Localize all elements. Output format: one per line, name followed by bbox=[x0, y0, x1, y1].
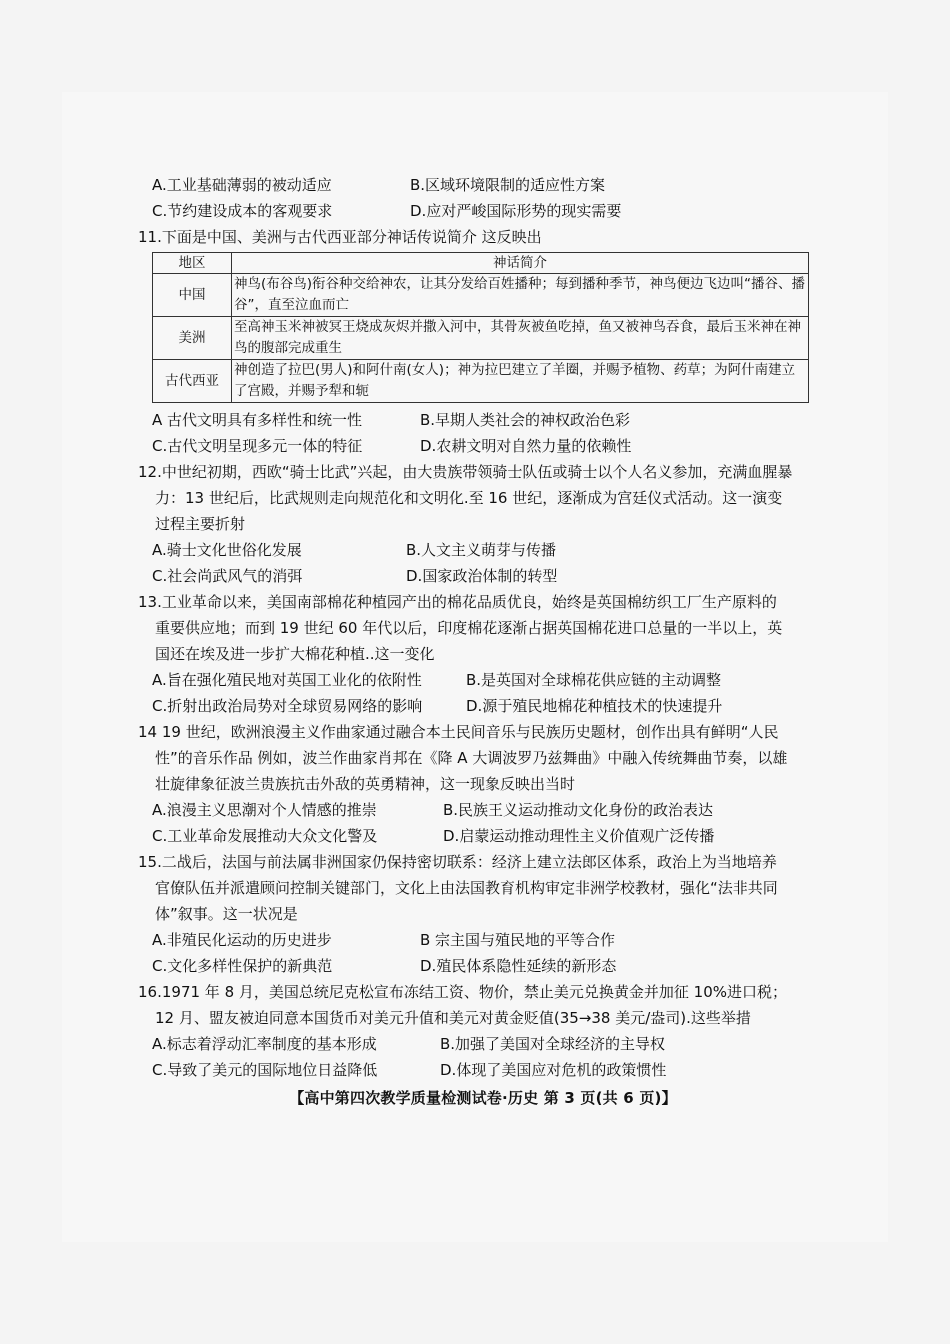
q12-option-a: A.骑士文化世俗化发展 bbox=[152, 541, 302, 559]
q14-option-d: D.启蒙运动推动理性主义价值观广泛传播 bbox=[443, 827, 715, 845]
q10-option-a: A.工业基础薄弱的被动适应 bbox=[152, 176, 332, 194]
q11-option-c: C.古代文明呈现多元一体的特征 bbox=[152, 437, 363, 455]
q15-options-row-1 bbox=[138, 927, 828, 953]
q10-option-c: C.节约建设成本的客观要求 bbox=[152, 202, 333, 220]
q12-line-3: 过程主要折射 bbox=[155, 515, 246, 533]
q13-line-2: 重要供应地；而到 19 世纪 60 年代以后，印度棉花逐渐占据英国棉花进口总量的一半以上，英 bbox=[155, 619, 783, 637]
q15-options-row-2 bbox=[138, 953, 828, 979]
q16-line-1: 16.1971 年 8 月，美国总统尼克松宣布冻结工资、物价，禁止美元兑换黄金并加征 10%进口税； bbox=[138, 983, 787, 1001]
table-row bbox=[153, 360, 809, 403]
q10-options-row-2 bbox=[138, 198, 828, 224]
q14-line-3: 壮旋律象征波兰贵族抗击外敌的英勇精神，这一现象反映出当时 bbox=[155, 775, 576, 793]
q15-option-d: D.殖民体系隐性延续的新形态 bbox=[420, 957, 617, 975]
q15-option-a: A.非殖民化运动的历史进步 bbox=[152, 931, 332, 949]
row-region: 美洲 bbox=[153, 317, 232, 360]
q16-option-d: D.体现了美国应对危机的政策惯性 bbox=[440, 1061, 667, 1079]
q13-options-row-2 bbox=[138, 693, 828, 719]
q15-line-2: 官僚队伍并派遣顾问控制关键部门，文化上由法国教育机构审定非洲学校教材，强化“法非共同 bbox=[155, 879, 778, 897]
q10-option-d: D.应对严峻国际形势的现实需要 bbox=[410, 202, 622, 220]
question-11 bbox=[138, 224, 828, 459]
question-14 bbox=[138, 719, 828, 849]
q16-line-2: 12 月、盟友被迫同意本国货币对美元升值和美元对黄金贬值(35→38 美元/盎司).这些举措 bbox=[155, 1009, 751, 1027]
q13-option-a: A.旨在强化殖民地对英国工业化的依附性 bbox=[152, 671, 422, 689]
exam-page bbox=[138, 172, 828, 1111]
q16-option-b: B.加强了美国对全球经济的主导权 bbox=[440, 1035, 666, 1053]
q12-line-2: 力：13 世纪后，比武规则走向规范化和文明化.至 16 世纪，逐渐成为宫廷仪式活动。这一演变 bbox=[155, 489, 783, 507]
question-16 bbox=[138, 979, 828, 1083]
table-row bbox=[153, 274, 809, 317]
question-13 bbox=[138, 589, 828, 719]
myth-table bbox=[152, 252, 809, 403]
q12-option-b: B.人文主义萌芽与传播 bbox=[406, 541, 557, 559]
q11-options-row-2 bbox=[138, 433, 828, 459]
q16-options-row-2 bbox=[138, 1057, 828, 1083]
row-region: 古代西亚 bbox=[153, 360, 232, 403]
q15-option-c: C.文化多样性保护的新典范 bbox=[152, 957, 333, 975]
row-text: 神创造了拉巴(男人)和阿什南(女人)；神为拉巴建立了羊圈，并赐予植物、药草；为阿什南建立了宫殿，并赐予犁和轭 bbox=[232, 360, 809, 403]
myth-table-header bbox=[153, 253, 809, 274]
q11-option-d: D.农耕文明对自然力量的依赖性 bbox=[420, 437, 632, 455]
q12-option-d: D.国家政治体制的转型 bbox=[406, 567, 558, 585]
q15-line-3: 体”叙事。这一状况是 bbox=[155, 905, 298, 923]
q14-option-a: A.浪漫主义思潮对个人情感的推崇 bbox=[152, 801, 377, 819]
q11-stem: 11.下面是中国、美洲与古代西亚部分神话传说简介 这反映出 bbox=[138, 228, 542, 246]
q10-options-row-1 bbox=[138, 172, 828, 198]
q12-options-row-1 bbox=[138, 537, 828, 563]
q16-option-a: A.标志着浮动汇率制度的基本形成 bbox=[152, 1035, 377, 1053]
q13-option-c: C.折射出政治局势对全球贸易网络的影响 bbox=[152, 697, 423, 715]
q16-options-row-1 bbox=[138, 1031, 828, 1057]
q13-line-1: 13.工业革命以来，美国南部棉花种植园产出的棉花品质优良，始终是英国棉纺织工厂生产原料的 bbox=[138, 593, 777, 611]
question-12 bbox=[138, 459, 828, 589]
q11-option-a: A 古代文明具有多样性和统一性 bbox=[152, 411, 363, 429]
q14-options-row-1 bbox=[138, 797, 828, 823]
q11-options-row-1 bbox=[138, 407, 828, 433]
row-region: 中国 bbox=[153, 274, 232, 317]
header-myth: 神话简介 bbox=[232, 253, 809, 274]
q14-options-row-2 bbox=[138, 823, 828, 849]
row-text: 至高神玉米神被冥王烧成灰烬并撒入河中，其骨灰被鱼吃掉，鱼又被神鸟吞食，最后玉米神在神鸟的腹部完成重生 bbox=[232, 317, 809, 360]
q13-option-b: B.是英国对全球棉花供应链的主动调整 bbox=[466, 671, 722, 689]
question-15 bbox=[138, 849, 828, 979]
header-region: 地区 bbox=[153, 253, 232, 274]
q10-option-b: B.区域环境限制的适应性方案 bbox=[410, 176, 606, 194]
q16-option-c: C.导致了美元的国际地位日益降低 bbox=[152, 1061, 378, 1079]
page-footer: 【高中第四次教学质量检测试卷·历史 第 3 页(共 6 页)】 bbox=[289, 1089, 677, 1107]
row-text: 神鸟(布谷鸟)衔谷种交给神农，让其分发给百姓播种；每到播种季节，神鸟便边飞边叫“播谷、播谷”，直至泣血而亡 bbox=[232, 274, 809, 317]
q12-line-1: 12.中世纪初期，西欧“骑士比武”兴起，由大贵族带领骑士队伍或骑士以个人名义参加，充满血腥暴 bbox=[138, 463, 793, 481]
table-row bbox=[153, 317, 809, 360]
q11-option-b: B.早期人类社会的神权政治色彩 bbox=[420, 411, 631, 429]
q12-option-c: C.社会尚武风气的消弭 bbox=[152, 567, 303, 585]
q15-line-1: 15.二战后，法国与前法属非洲国家仍保持密切联系：经济上建立法郎区体系，政治上为当地培养 bbox=[138, 853, 777, 871]
q12-options-row-2 bbox=[138, 563, 828, 589]
q14-line-2: 性”的音乐作品 例如，波兰作曲家肖邦在《降 A 大调波罗乃兹舞曲》中融入传统舞曲节奏，以雄 bbox=[155, 749, 788, 767]
q14-option-b: B.民族王义运动推动文化身份的政治表达 bbox=[443, 801, 714, 819]
q13-option-d: D.源于殖民地棉花种植技术的快速提升 bbox=[466, 697, 723, 715]
q15-option-b: B 宗主国与殖民地的平等合作 bbox=[420, 931, 616, 949]
q13-options-row-1 bbox=[138, 667, 828, 693]
q14-option-c: C.工业革命发展推动大众文化警及 bbox=[152, 827, 378, 845]
q13-line-3: 国还在埃及进一步扩大棉花种植..这一变化 bbox=[155, 645, 435, 663]
q14-line-1: 14 19 世纪，欧洲浪漫主义作曲家通过融合本土民间音乐与民族历史题材，创作出具有鲜明“人民 bbox=[138, 723, 779, 741]
